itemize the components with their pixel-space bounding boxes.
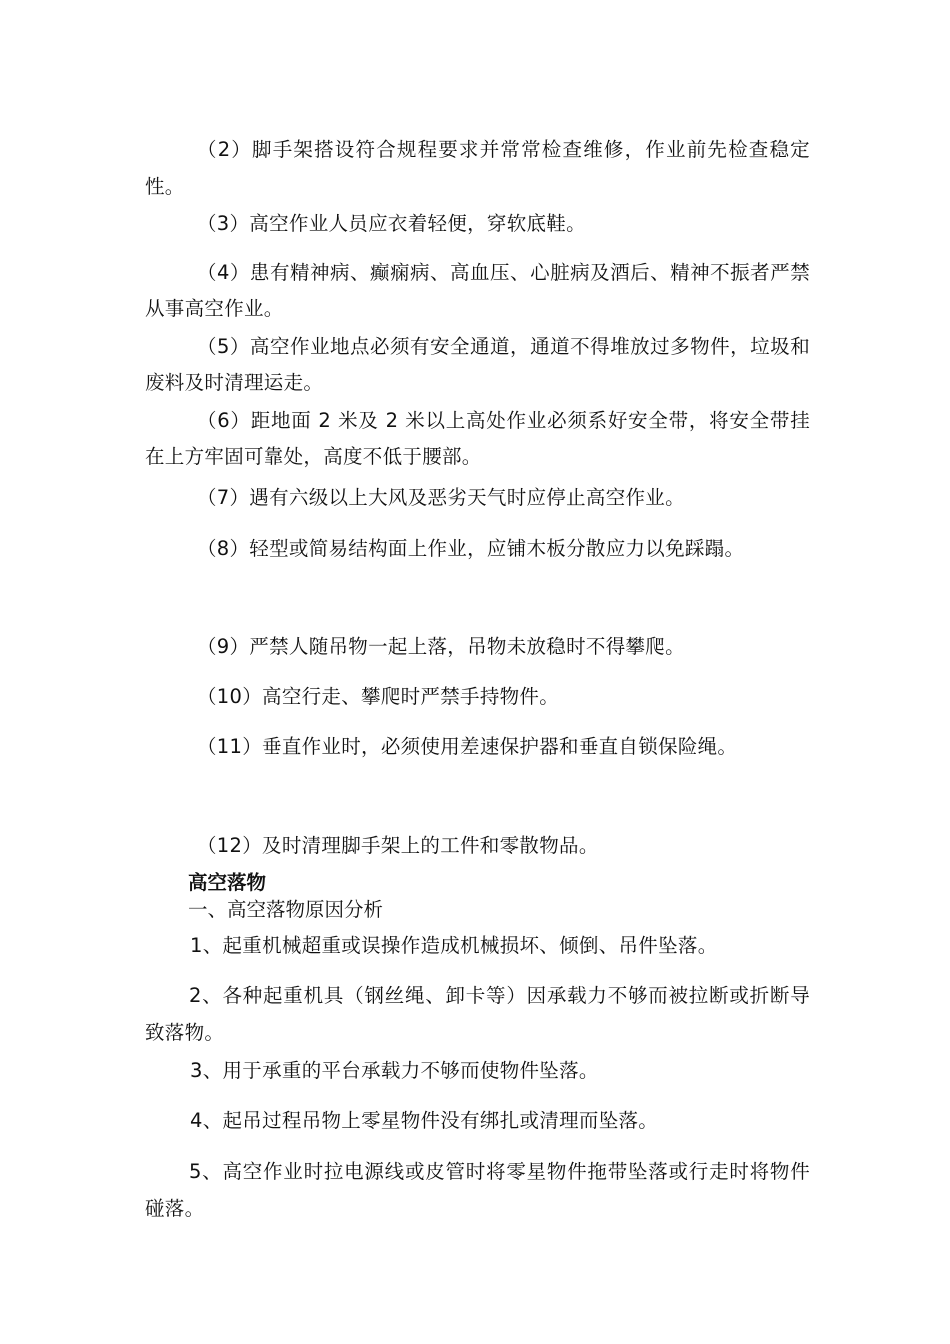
- paragraph-12: （12）及时清理脚手架上的工件和零散物品。: [197, 834, 599, 857]
- paragraph-8: （8）轻型或简易结构面上作业，应铺木板分散应力以免踩蹋。: [197, 537, 745, 560]
- paragraph-4: （4）患有精神病、癫痫病、高血压、心脏病及酒后、精神不振者严禁从事高空作业。: [145, 261, 810, 320]
- cause-item-2: 2、各种起重机具（钢丝绳、卸卡等）因承载力不够而被拉断或折断导致落物。: [145, 984, 810, 1044]
- paragraph-11: （11）垂直作业时，必须使用差速保护器和垂直自锁保险绳。: [197, 735, 738, 758]
- paragraph-2: （2）脚手架搭设符合规程要求并常常检查维修，作业前先检查稳定性。: [145, 138, 810, 198]
- cause-item-3: 3、用于承重的平台承载力不够而使物件坠落。: [190, 1059, 599, 1082]
- section-subheading: 一、高空落物原因分析: [188, 898, 384, 921]
- cause-item-4: 4、起吊过程吊物上零星物件没有绑扎或清理而坠落。: [190, 1109, 659, 1132]
- section-heading: 高空落物: [188, 871, 267, 894]
- paragraph-5: （5）高空作业地点必须有安全通道，通道不得堆放过多物件，垃圾和废料及时清理运走。: [145, 335, 810, 394]
- paragraph-9: （9）严禁人随吊物一起上落，吊物未放稳时不得攀爬。: [197, 635, 685, 658]
- paragraph-10: （10）高空行走、攀爬时严禁手持物件。: [197, 685, 560, 708]
- cause-item-5: 5、高空作业时拉电源线或皮管时将零星物件拖带坠落或行走时将物件碰落。: [145, 1160, 810, 1220]
- cause-item-1: 1、起重机械超重或误操作造成机械损坏、倾倒、吊件坠落。: [190, 934, 718, 957]
- paragraph-7: （7）遇有六级以上大风及恶劣天气时应停止高空作业。: [197, 486, 685, 509]
- paragraph-6: （6）距地面 2 米及 2 米以上高处作业必须系好安全带，将安全带挂在上方牢固可靠处，高度不低于腰部。: [145, 409, 810, 468]
- paragraph-3: （3）高空作业人员应衣着轻便，穿软底鞋。: [197, 212, 586, 235]
